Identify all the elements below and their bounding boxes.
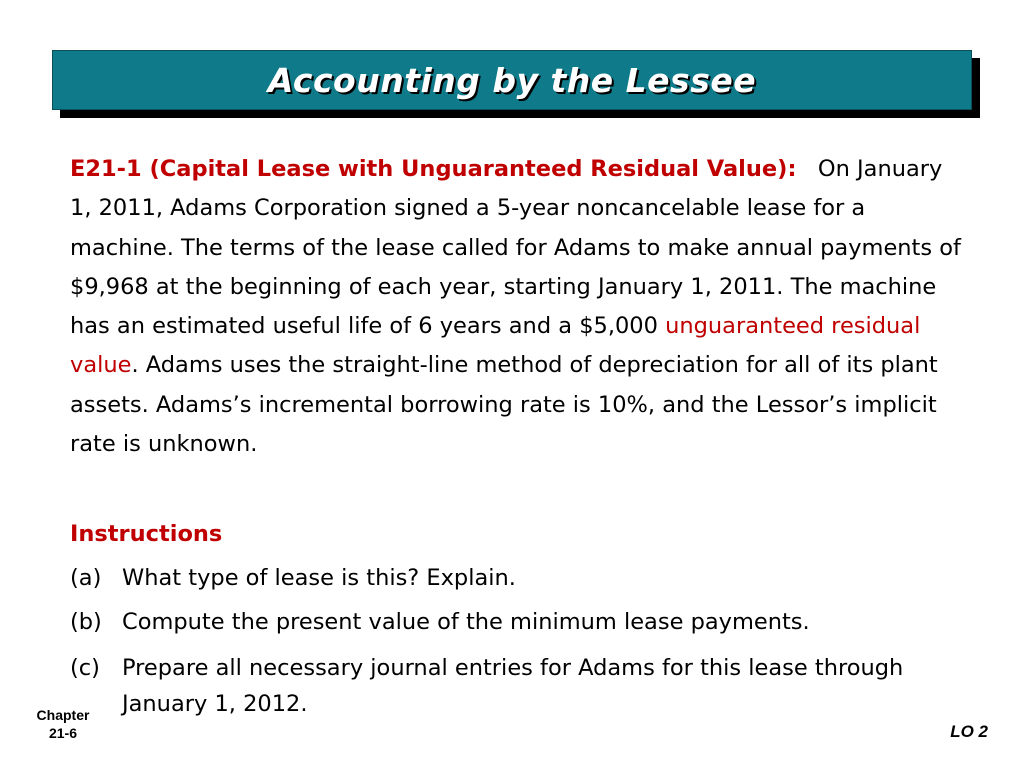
problem-paragraph [70, 150, 970, 464]
problem-highlight: unguaranteed residual value [70, 313, 921, 379]
chapter-number: 21-6 [48, 725, 78, 741]
chapter-word: Chapter [36, 707, 90, 723]
problem-heading: E21-1 (Capital Lease with Unguaranteed Residual Value): [70, 156, 797, 182]
instruction-marker: (c) [70, 655, 100, 681]
instruction-marker: (a) [70, 565, 102, 591]
instruction-item [70, 560, 970, 596]
instruction-item [70, 604, 970, 640]
title-banner [52, 50, 972, 110]
instruction-text: What type of lease is this? Explain. [122, 565, 516, 591]
instruction-text: Compute the present value of the minimum lease payments. [122, 609, 810, 635]
instruction-marker: (b) [70, 609, 102, 635]
problem-text-end: . Adams uses the straight-line method of depreciation for all of its plant assets. Adams’s incremental borrowing rate is 10%, and the Lessor’s implicit rate is unknown. [70, 352, 938, 458]
learning-objective-label: LO 2 [950, 722, 988, 741]
instruction-text: Prepare all necessary journal entries for Adams for this lease through January 1, 2012. [122, 655, 904, 717]
slide-title: Accounting by the Lessee [267, 60, 757, 100]
instructions-heading: Instructions [70, 521, 223, 547]
problem-text-start: On January 1, 2011, Adams Corporation signed a 5-year noncancelable lease for a machine. The terms of the lease called for Adams to make annual payments of $9,968 at the beginning of each year, starting January 1, 2011. The machine has an estimated useful life of 6 years and a $5,000 [70, 156, 961, 340]
chapter-label [28, 706, 98, 742]
instruction-item [70, 650, 970, 722]
